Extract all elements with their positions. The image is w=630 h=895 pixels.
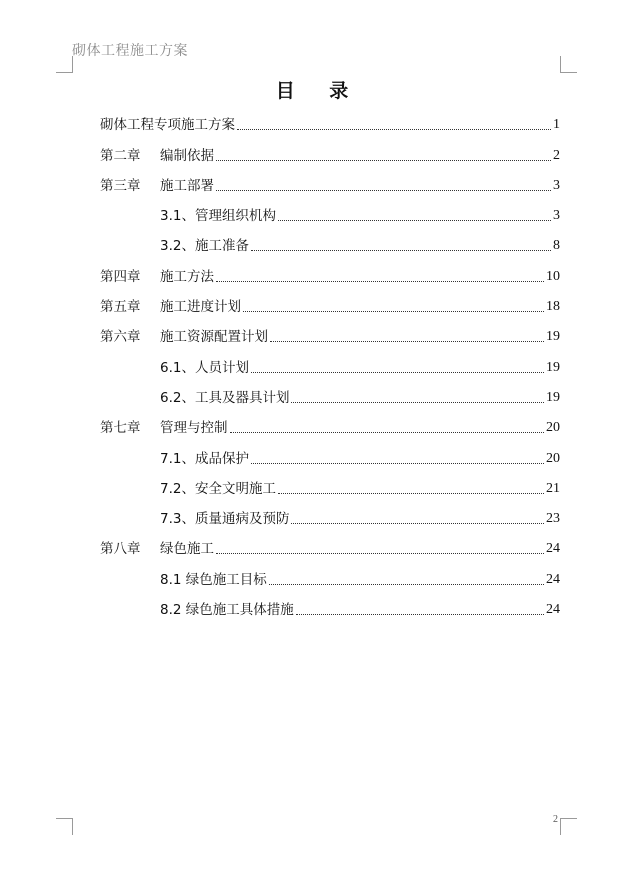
toc-entry-title: 绿色施工	[160, 541, 214, 558]
dot-leader	[291, 523, 544, 524]
dot-leader	[251, 463, 544, 464]
toc-entry-label	[160, 601, 294, 619]
toc-entry-page-number: 2	[553, 147, 560, 163]
toc-entry-chapter: 第三章	[100, 177, 141, 194]
toc-entry-page-number: 24	[546, 602, 560, 618]
toc-entry-title: 8.1 绿色施工目标	[160, 571, 267, 588]
dot-leader	[278, 493, 544, 494]
toc-entry-page-number: 24	[546, 541, 560, 557]
toc-entry-title: 砌体工程专项施工方案	[100, 117, 235, 134]
toc-entry-title: 6.1、人员计划	[160, 359, 249, 376]
toc-entry-title: 施工方法	[160, 268, 214, 285]
toc-entry-title: 8.2 绿色施工具体措施	[160, 602, 294, 619]
toc-entry-label	[100, 147, 214, 165]
toc-entry-chapter: 第五章	[100, 299, 141, 316]
dot-leader	[243, 311, 544, 312]
toc-entry[interactable]	[100, 437, 560, 467]
toc-entry-page-number: 19	[546, 359, 560, 375]
toc-entry-page-number: 24	[546, 571, 560, 587]
toc-entry-title: 3.2、施工准备	[160, 238, 249, 255]
toc-entry-chapter: 第六章	[100, 329, 141, 346]
toc-entry[interactable]	[100, 134, 560, 164]
toc-entry-label	[100, 540, 214, 558]
dot-leader	[296, 614, 544, 615]
toc-entry-title: 7.2、安全文明施工	[160, 480, 276, 497]
toc-entry[interactable]	[100, 195, 560, 225]
toc-entry[interactable]	[100, 346, 560, 376]
toc-entry[interactable]	[100, 225, 560, 255]
toc-entry[interactable]	[100, 255, 560, 285]
dot-leader	[237, 129, 551, 130]
toc-title: 目 录	[275, 80, 363, 102]
toc-entry-label	[100, 116, 235, 134]
toc-entry-title: 管理与控制	[160, 420, 228, 437]
dot-leader	[269, 584, 544, 585]
toc-entry-page-number: 18	[546, 299, 560, 315]
toc-entry[interactable]	[100, 558, 560, 588]
running-header: 砌体工程施工方案	[72, 43, 188, 59]
toc-entry-label	[100, 328, 268, 346]
toc-entry-label	[100, 268, 214, 286]
dot-leader	[278, 220, 551, 221]
toc-entry-page-number: 21	[546, 480, 560, 496]
toc-entry-title: 6.2、工具及器具计划	[160, 389, 290, 406]
toc-entry-label	[160, 389, 289, 407]
toc-entry-chapter: 第八章	[100, 541, 141, 558]
toc-entry[interactable]	[100, 316, 560, 346]
toc-entry-label	[160, 450, 249, 468]
toc-entry[interactable]	[100, 104, 560, 134]
crop-mark-top-right	[560, 56, 577, 73]
toc-entry-page-number: 23	[546, 511, 560, 527]
page-number: 2	[553, 814, 558, 825]
toc-entry-label	[160, 207, 276, 225]
toc-entry-page-number: 1	[553, 117, 560, 133]
toc-entry-title: 编制依据	[160, 147, 214, 164]
toc-entry-title: 施工部署	[160, 177, 214, 194]
dot-leader	[216, 190, 551, 191]
toc-entry-page-number: 20	[546, 450, 560, 466]
toc-entry-page-number: 8	[553, 238, 560, 254]
dot-leader	[270, 341, 544, 342]
toc-entry[interactable]	[100, 165, 560, 195]
dot-leader	[230, 432, 545, 433]
toc-entry-page-number: 3	[553, 177, 560, 193]
dot-leader	[251, 372, 544, 373]
toc-entry-chapter: 第二章	[100, 147, 141, 164]
toc-entry-title: 施工进度计划	[160, 299, 241, 316]
dot-leader	[216, 553, 544, 554]
toc-entry-label	[160, 571, 267, 589]
toc-entry-label	[160, 480, 276, 498]
dot-leader	[216, 160, 551, 161]
toc-entry[interactable]	[100, 286, 560, 316]
toc-entry-label	[100, 419, 228, 437]
toc-entry-label	[100, 298, 241, 316]
toc-entry-label	[100, 177, 214, 195]
crop-mark-bottom-right	[560, 818, 577, 835]
toc-entry-chapter: 第七章	[100, 420, 141, 437]
toc-entry-label	[160, 359, 249, 377]
crop-mark-top-left	[56, 56, 73, 73]
toc-entry-page-number: 3	[553, 208, 560, 224]
dot-leader	[291, 402, 544, 403]
toc-entry[interactable]	[100, 407, 560, 437]
dot-leader	[216, 281, 544, 282]
toc-entry[interactable]	[100, 589, 560, 619]
toc-entry-label	[160, 237, 249, 255]
toc-entry[interactable]	[100, 528, 560, 558]
toc-entry-page-number: 20	[546, 420, 560, 436]
toc-list	[100, 104, 560, 619]
toc-entry[interactable]	[100, 498, 560, 528]
toc-entry-title: 7.3、质量通病及预防	[160, 511, 290, 528]
toc-entry[interactable]	[100, 377, 560, 407]
dot-leader	[251, 250, 551, 251]
toc-entry-page-number: 19	[546, 389, 560, 405]
toc-entry-chapter: 第四章	[100, 268, 141, 285]
toc-entry-page-number: 19	[546, 329, 560, 345]
crop-mark-bottom-left	[56, 818, 73, 835]
toc-entry-title: 7.1、成品保护	[160, 450, 249, 467]
toc-entry-page-number: 10	[546, 268, 560, 284]
toc-entry-title: 施工资源配置计划	[160, 329, 268, 346]
toc-entry-label	[160, 510, 289, 528]
toc-entry[interactable]	[100, 468, 560, 498]
toc-entry-title: 3.1、管理组织机构	[160, 208, 276, 225]
